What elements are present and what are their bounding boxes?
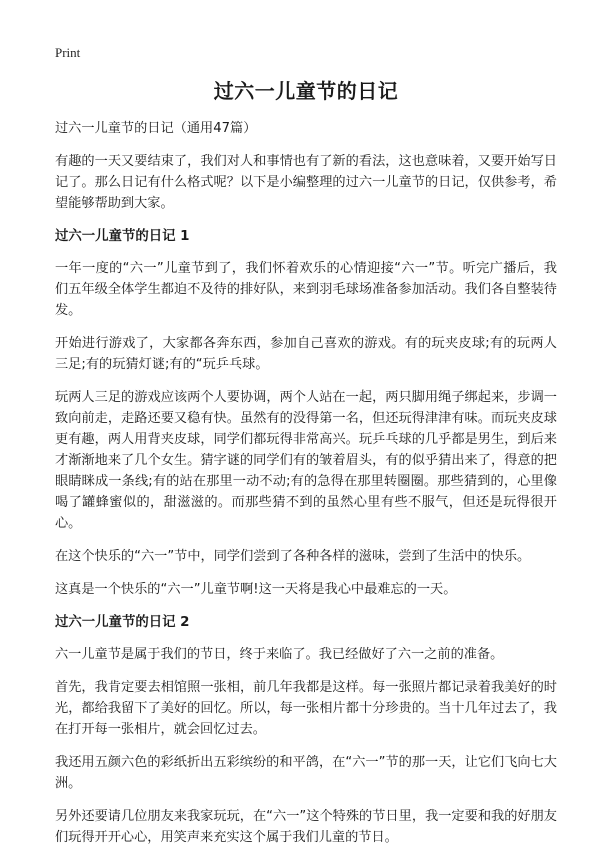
document-title: 过六一儿童节的日记 <box>213 79 399 103</box>
paragraph: 六一儿童节是属于我们的节日，终于来临了。我已经做好了六一之前的准备。 <box>55 647 504 662</box>
paragraph: 在这个快乐的“六一”节中，同学们尝到了各种各样的滋味，尝到了生活中的快乐。 <box>55 549 531 564</box>
paragraph: 我还用五颜六色的彩纸折出五彩缤纷的和平鸽，在“六一”节的那一天，让它们飞向七大洲。 <box>55 755 557 791</box>
intro-paragraph: 有趣的一天又要结束了，我们对人和事情也有了新的看法，这也意味着，又要开始写日记了。那么日记有什么格式呢？以下是小编整理的过六一儿童节的日记，仅供参考，希望能够帮助到大家。 <box>55 154 557 211</box>
paragraph: 首先，我肯定要去相馆照一张相，前几年我都是这样。每一张照片都记录着我美好的时光，都给我留下了美好的回忆。所以，每一张相片都十分珍贵的。当十几年过去了，我在打开每一张相片，就会回忆过去。 <box>55 680 557 737</box>
section-heading: 过六一儿童节的日记 1 <box>55 229 190 244</box>
paragraph: 这真是一个快乐的“六一”儿童节啊!这一天将是我心中最难忘的一天。 <box>55 582 457 597</box>
paragraph: 另外还要请几位朋友来我家玩玩，在“六一”这个特殊的节日里，我一定要和我的好朋友们玩得开开心心，用笑声来充实这个属于我们儿童的节日。 <box>55 809 557 845</box>
paragraph: 一年一度的“六一”儿童节到了，我们怀着欢乐的心情迎接“六一”节。听完广播后，我们五年级全体学生都迫不及待的排好队，来到羽毛球场准备参加活动。我们各自整装待发。 <box>55 261 557 318</box>
section-heading: 过六一儿童节的日记 2 <box>55 615 190 630</box>
diary-section-1 <box>55 226 557 600</box>
diary-section-2 <box>55 612 557 848</box>
print-link[interactable]: Print <box>55 45 81 60</box>
document-subtitle: 过六一儿童节的日记（通用47篇） <box>55 121 257 136</box>
document-body <box>55 78 557 860</box>
paragraph: 开始进行游戏了，大家都各奔东西，参加自己喜欢的游戏。有的玩夹皮球;有的玩两人三足;有的玩猜灯谜;有的“玩乒乓球。 <box>55 336 557 372</box>
paragraph: 玩两人三足的游戏应该两个人要协调，两个人站在一起，两只脚用绳子绑起来，步调一致向前走，走路还要又稳有快。虽然有的没得第一名，但还玩得津津有味。而玩夹皮球更有趣，两人用背夹皮球，同学们都玩得非常高兴。玩乒乓球的几乎都是男生，到后来才渐渐地来了几个女生。猜字谜的同学们有的皱着眉头，有的似乎猜出来了，得意的把眼睛眯成一条线;有的站在那里一动不动;有的急得在那里转圈圈。那些猜到的，心里像喝了罐蜂蜜似的，甜滋滋的。而那些猜不到的虽然心里有些不服气，但还是玩得很开心。 <box>55 390 557 531</box>
